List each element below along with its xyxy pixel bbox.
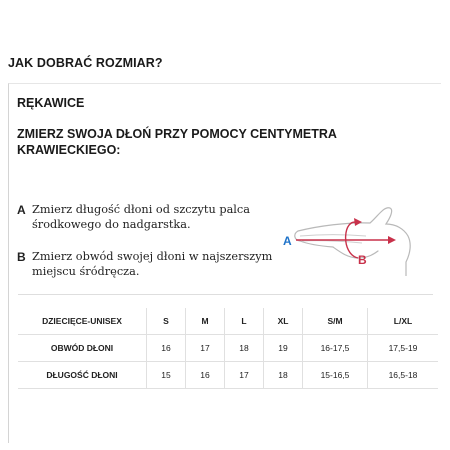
table-cell: 17,5-19 (367, 335, 438, 362)
label-a: A (283, 234, 292, 248)
step-a-letter: A (17, 203, 26, 217)
section-title: RĘKAWICE (17, 96, 85, 110)
instruction-line-2: KRAWIECKIEGO: (17, 143, 121, 157)
table-cell: 15-16,5 (302, 362, 367, 389)
row-label-length: DŁUGOŚĆ DŁONI (18, 362, 146, 389)
label-b: B (358, 253, 367, 267)
finger-lines (300, 235, 366, 244)
table-cell: 18 (263, 362, 302, 389)
table-cell: 16 (146, 335, 185, 362)
hand-measure-illustration (278, 196, 412, 276)
table-cell: 16-17,5 (302, 335, 367, 362)
table-cell: 17 (224, 362, 263, 389)
table-cell: 18 (224, 335, 263, 362)
header-cell-s: S (146, 308, 185, 335)
table-cell: 19 (263, 335, 302, 362)
header-cell-lxl: L/XL (367, 308, 438, 335)
header-cell-l: L (224, 308, 263, 335)
page-heading: JAK DOBRAĆ ROZMIAR? (8, 56, 163, 70)
table-row (18, 335, 438, 362)
table-cell: 17 (185, 335, 224, 362)
step-a-text: Zmierz długość dłoni od szczytu palca środkowego do nadgarstka. (32, 203, 250, 231)
table-cell: 16 (185, 362, 224, 389)
instruction-text (17, 126, 377, 158)
header-cell-xl: XL (263, 308, 302, 335)
header-cell-category: DZIECIĘCE-UNISEX (18, 308, 146, 335)
header-cell-sm: S/M (302, 308, 367, 335)
step-b-letter: B (17, 250, 26, 264)
table-cell: 16,5-18 (367, 362, 438, 389)
circumference-arrow-head (354, 218, 362, 226)
row-label-circumference: OBWÓD DŁONI (18, 335, 146, 362)
size-table (18, 308, 438, 389)
length-arrow-head (388, 236, 396, 244)
header-cell-m: M (185, 308, 224, 335)
step-b-text: Zmierz obwód swojej dłoni w najszerszym miejscu śródręcza. (32, 250, 273, 278)
instruction-line-1: ZMIERZ SWOJA DŁOŃ PRZY POMOCY CENTYMETRA (17, 127, 337, 141)
section-divider (18, 294, 433, 295)
table-row (18, 362, 438, 389)
table-cell: 15 (146, 362, 185, 389)
table-header-row (18, 308, 438, 335)
